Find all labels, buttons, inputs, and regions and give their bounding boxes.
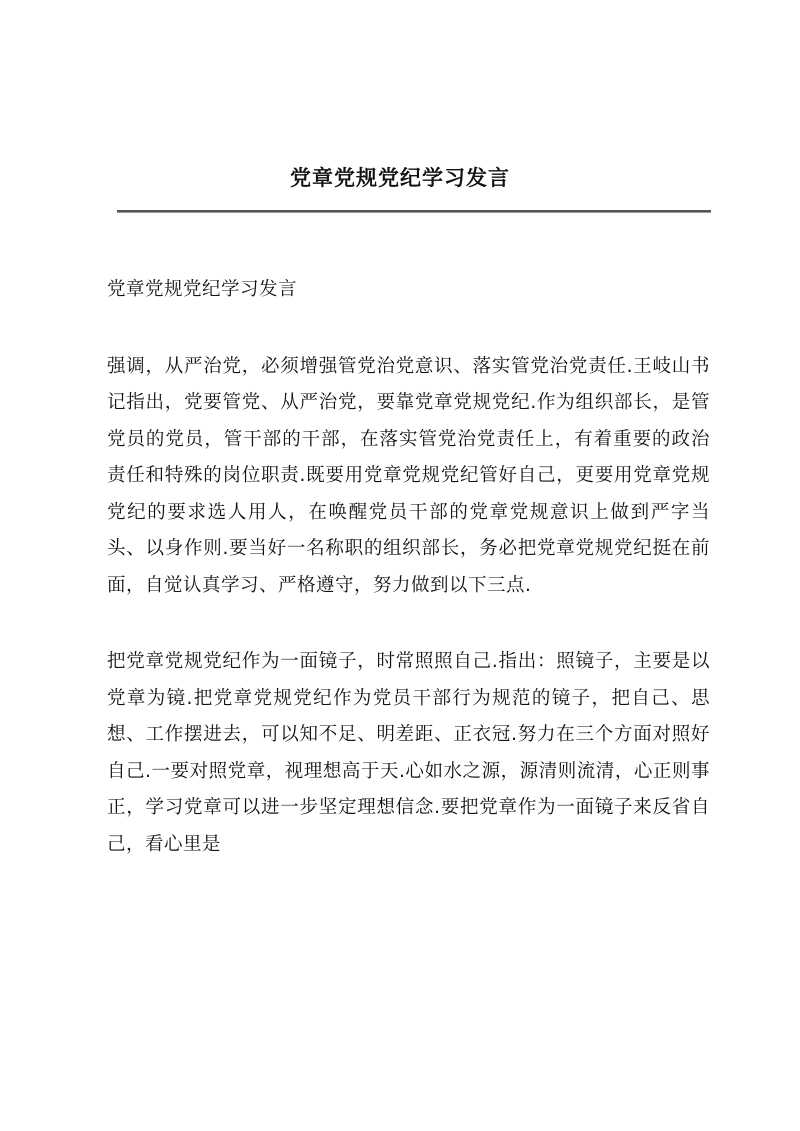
paragraph: 强调，从严治党，必须增强管党治党意识、落实管党治党责任.王岐山书记指出，党要管党、从严治党，要靠党章党规党纪.作为组织部长，是管党员的党员，管干部的干部，在落实管党治党责任上，有着重要的政治责任和特殊的岗位职责.既要用党章党规党纪管好自己，更要用党章党规党纪的要求选人用人，在唤醒党员干部的党章党规意识上做到严字当头、以身作则.要当好一名称职的组织部长，务必把党章党规党纪挺在前面，自觉认真学习、严格遵守，努力做到以下三点. [107, 355, 710, 596]
paragraph: 把党章党规党纪作为一面镜子，时常照照自己.指出：照镜子，主要是以党章为镜.把党章党规党纪作为党员干部行为规范的镜子，把自己、思想、工作摆进去，可以知不足、明差距、正衣冠.努力在三个方面对照好自己.一要对照党章，视理想高于天.心如水之源，源清则流清，心正则事正，学习党章可以进一步坚定理想信念.要把党章作为一面镜子来反省自己，看心里是 [107, 651, 710, 855]
document-subtitle: 党章党规党纪学习发言 [107, 279, 298, 300]
title-divider [117, 210, 711, 213]
document-body [107, 272, 710, 903]
document-title: 党章党规党纪学习发言 [290, 165, 510, 190]
